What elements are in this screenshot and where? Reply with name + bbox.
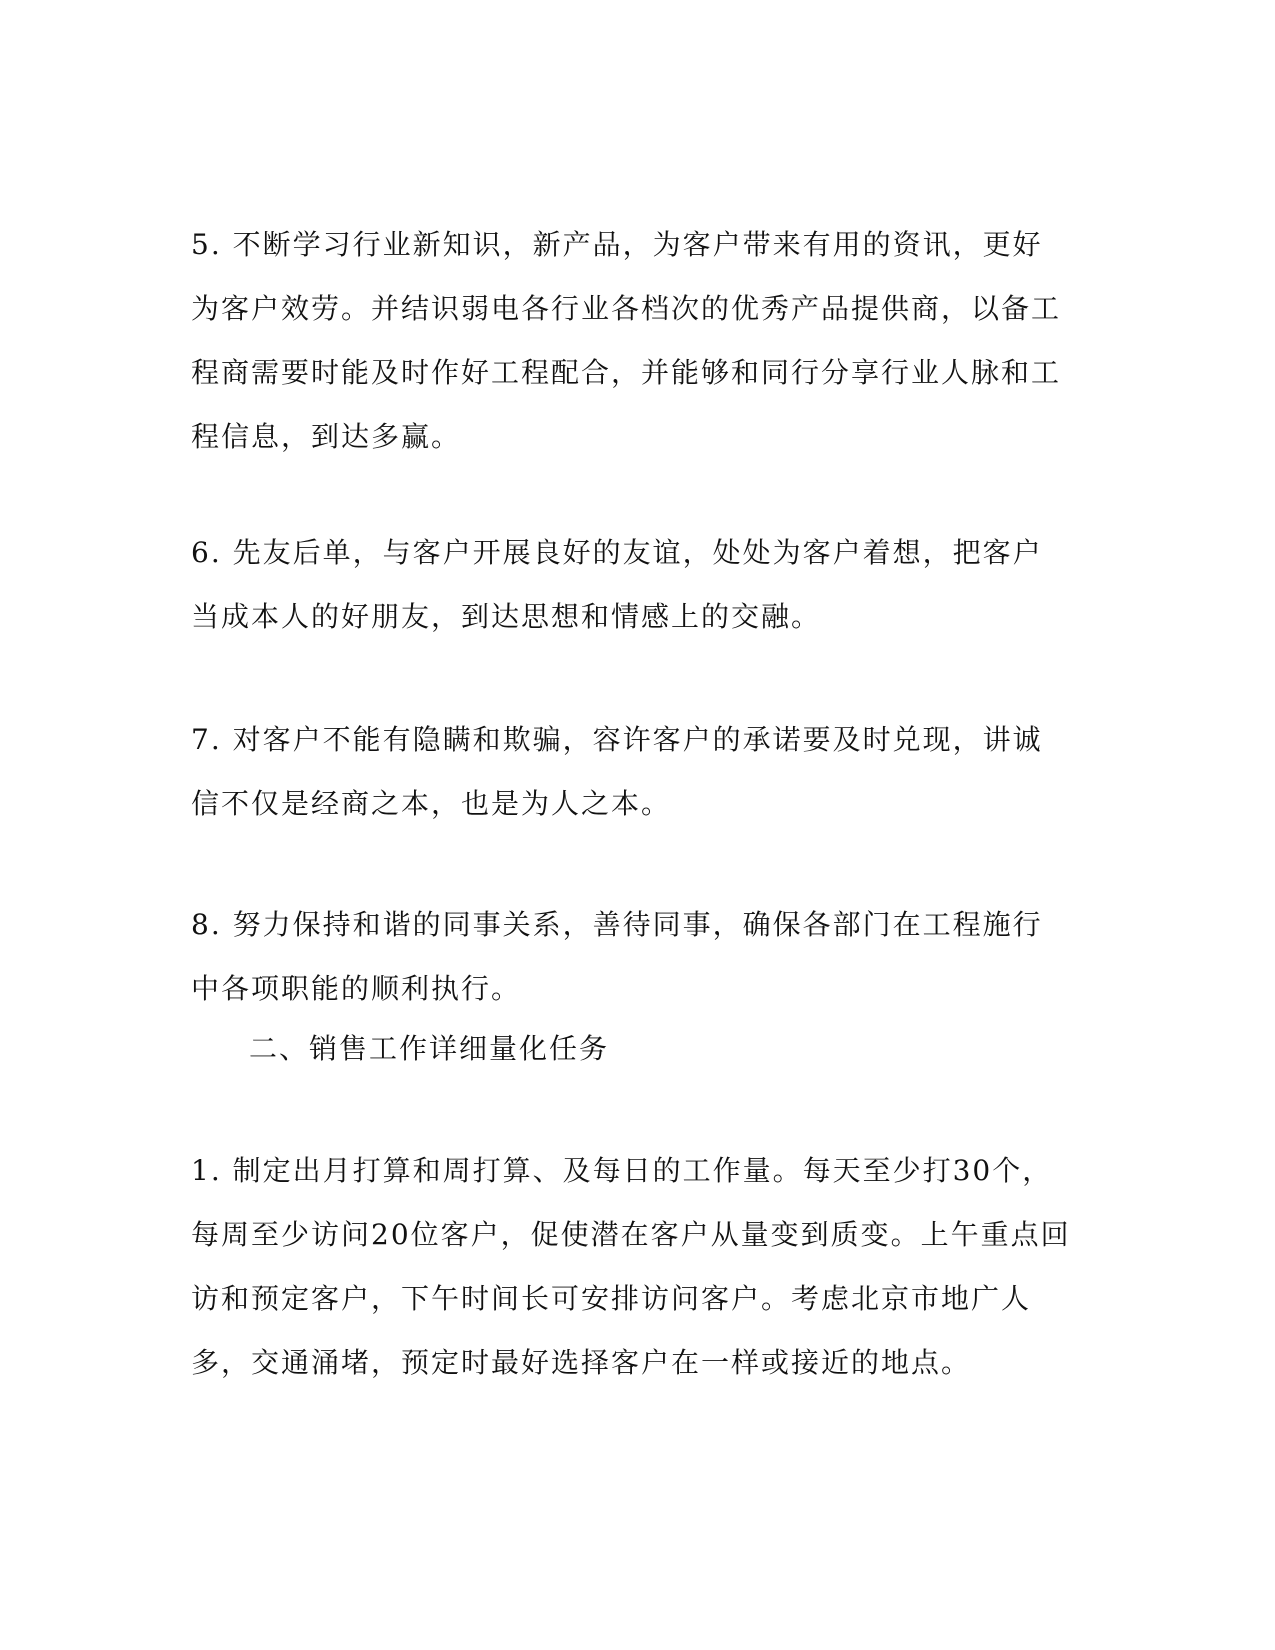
paragraph-8: 8. 努力保持和谐的同事关系，善待同事，确保各部门在工程施行中各项职能的顺利执行。 <box>191 908 1043 1005</box>
paragraph-7: 7. 对客户不能有隐瞒和欺骗，容许客户的承诺要及时兑现，讲诚信不仅是经商之本，也是为人之本。 <box>191 723 1043 820</box>
section-2-paragraph-1: 1. 制定出月打算和周打算、及每日的工作量。每天至少打30个，每周至少访问20位客户，促使潜在客户从量变到质变。上午重点回访和预定客户，下午时间长可安排访问客户。考虑北京市地广人多，交通涌堵，预定时最好选择客户在一样或接近的地点。 <box>191 1154 1071 1379</box>
paragraph-5: 5. 不断学习行业新知识，新产品，为客户带来有用的资讯，更好为客户效劳。并结识弱电各行业各档次的优秀产品提供商，以备工程商需要时能及时作好工程配合，并能够和同行分享行业人脉和工程信息，到达多赢。 <box>191 228 1062 453</box>
section-heading: 二、销售工作详细量化任务 <box>249 1032 610 1065</box>
paragraph-6: 6. 先友后单，与客户开展良好的友谊，处处为客户着想，把客户当成本人的好朋友，到达思想和情感上的交融。 <box>191 536 1043 633</box>
